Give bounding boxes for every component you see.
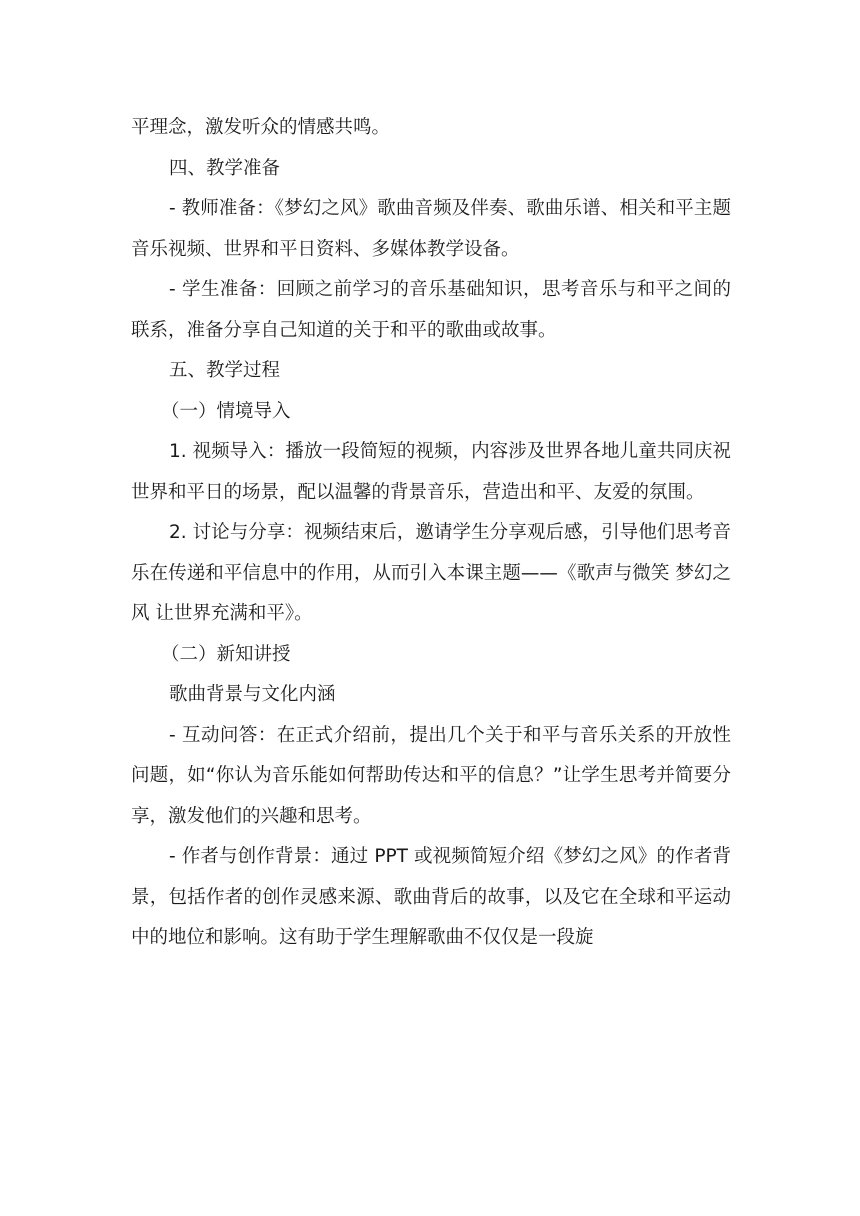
paragraph-continuation: 平理念，激发听众的情感共鸣。	[131, 117, 391, 138]
paragraph-interactive-qa: - 互动问答：在正式介绍前，提出几个关于和平与音乐关系的开放性问题，如“你认为音乐能如何帮助传达和平的信息？”让学生思考并简要分享，激发他们的兴趣和思考。	[131, 724, 731, 827]
document-body	[131, 108, 731, 959]
paragraph-student-preparation: - 学生准备：回顾之前学习的音乐基础知识，思考音乐与和平之间的联系，准备分享自己知道的关于和平的歌曲或故事。	[131, 279, 731, 341]
section-heading-teaching-process: 五、教学过程	[169, 360, 281, 381]
paragraph-teacher-preparation: - 教师准备：《梦幻之风》歌曲音频及伴奏、歌曲乐谱、相关和平主题音乐视频、世界和平日资料、多媒体教学设备。	[131, 198, 731, 260]
subheading-situation-introduction: （一）情境导入	[161, 400, 291, 422]
paragraph-discussion-sharing: 2. 讨论与分享：视频结束后，邀请学生分享观后感，引导他们思考音乐在传递和平信息中的作用，从而引入本课主题——《歌声与微笑 梦幻之风 让世界充满和平》。	[131, 522, 731, 624]
subheading-new-knowledge: （二）新知讲授	[161, 643, 291, 665]
section-heading-teaching-preparation: 四、教学准备	[169, 157, 281, 179]
paragraph-author-background: - 作者与创作背景：通过 PPT 或视频简短介绍《梦幻之风》的作者背景，包括作者的创作灵感来源、歌曲背后的故事，以及它在全球和平运动中的地位和影响。这有助于学生理解歌曲不仅仅是一段旋	[131, 846, 731, 948]
paragraph-video-introduction: 1. 视频导入：播放一段简短的视频，内容涉及世界各地儿童共同庆祝世界和平日的场景，配以温馨的背景音乐，营造出和平、友爱的氛围。	[131, 441, 731, 503]
subheading-song-background: 歌曲背景与文化内涵	[169, 684, 336, 705]
